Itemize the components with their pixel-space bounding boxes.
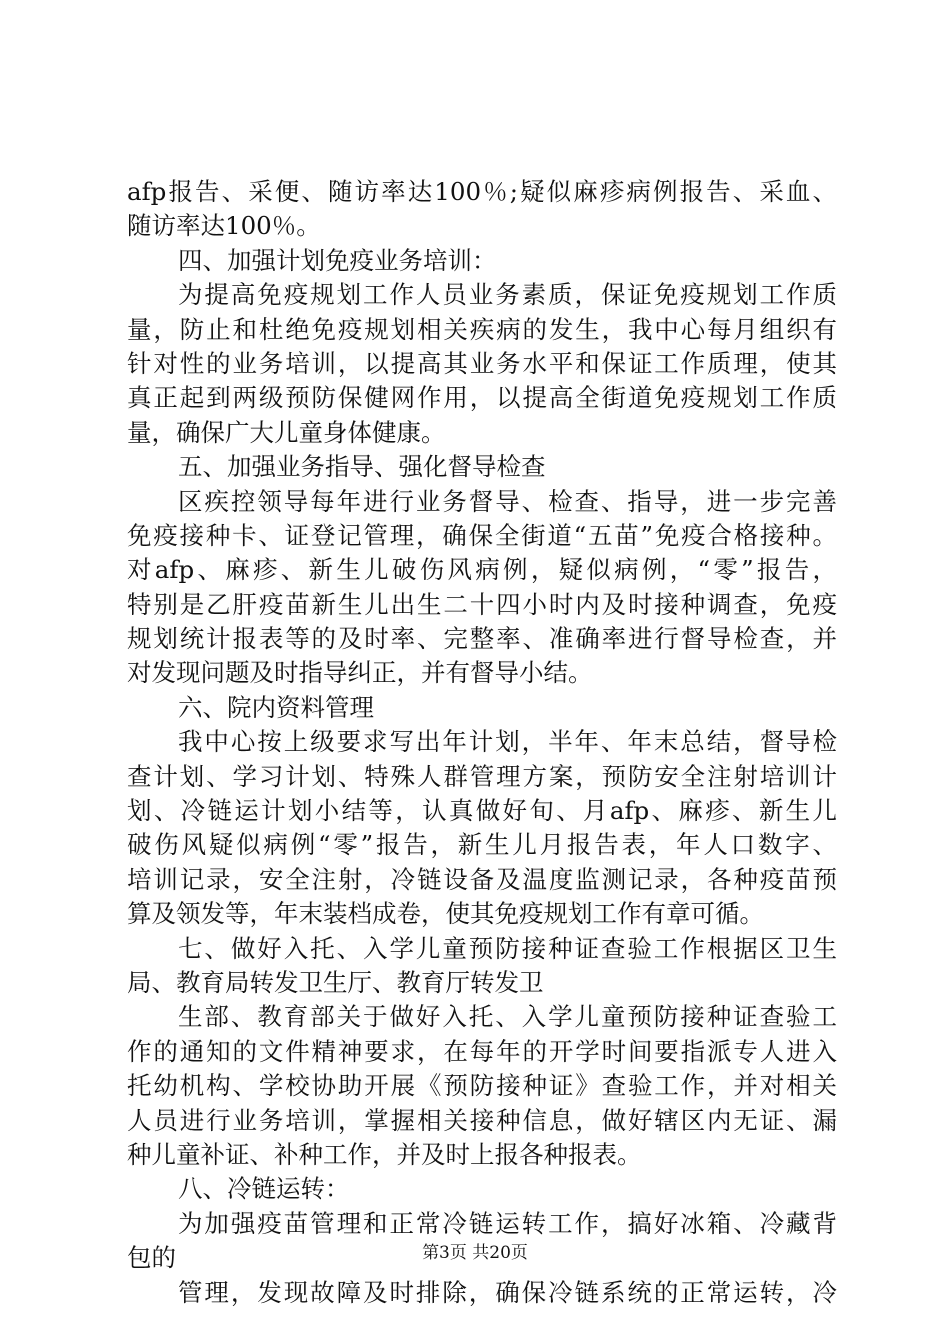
- text-line: 为加强疫苗管理和正常冷链运转工作，搞好冰箱、冷藏背: [178, 1208, 837, 1238]
- text-line: 量，确保广大儿童身体健康。: [127, 417, 446, 447]
- text-line: 随访率达100％。: [127, 211, 321, 241]
- document-body: [127, 175, 837, 1310]
- text-line: 培训记录，安全注射，冷链设备及温度监测记录，各种疫苗预: [127, 864, 837, 894]
- text-line: 为提高免疫规划工作人员业务素质，保证免疫规划工作质: [178, 280, 837, 310]
- text-line: 人员进行业务培训，掌握相关接种信息，做好辖区内无证、漏: [127, 1105, 837, 1135]
- text-line: 八、冷链运转：: [178, 1174, 350, 1204]
- text-line: 种儿童补证、补种工作，并及时上报各种报表。: [127, 1139, 642, 1169]
- text-line: 对发现问题及时指导纠正，并有督导小结。: [127, 658, 593, 688]
- text-line: 破伤风疑似病例“零”报告，新生儿月报告表，年人口数字、: [127, 830, 837, 860]
- text-line: 真正起到两级预防保健网作用，以提高全街道免疫规划工作质: [127, 383, 837, 413]
- text-line: 区疾控领导每年进行业务督导、检查、指导，进一步完善: [178, 486, 837, 516]
- text-line: 对afp、麻疹、新生儿破伤风病例，疑似病例，“零”报告，: [127, 555, 837, 585]
- text-line: 我中心按上级要求写出年计划，半年、年末总结，督导检: [178, 727, 837, 757]
- text-line: 算及领发等，年末装档成卷，使其免疫规划工作有章可循。: [127, 899, 764, 929]
- text-line: 包的: [127, 1243, 176, 1273]
- text-line: 管理，发现故障及时排除，确保冷链系统的正常运转，冷: [178, 1277, 837, 1307]
- text-line: 四、加强计划免疫业务培训：: [178, 245, 497, 275]
- text-line: 量，防止和杜绝免疫规划相关疾病的发生，我中心每月组织有: [127, 314, 837, 344]
- text-line: 七、做好入托、入学儿童预防接种证查验工作根据区卫生: [178, 933, 837, 963]
- text-line: 针对性的业务培训，以提高其业务水平和保证工作质理，使其: [127, 348, 837, 378]
- text-line: 作的通知的文件精神要求，在每年的开学时间要指派专人进入: [127, 1036, 837, 1066]
- text-line: afp报告、采便、随访率达100％;疑似麻疹病例报告、采血、: [127, 177, 837, 206]
- text-line: 规划统计报表等的及时率、完整率、准确率进行督导检查，并: [127, 624, 837, 654]
- text-line: 五、加强业务指导、强化督导检查: [178, 452, 546, 482]
- text-line: 生部、教育部关于做好入托、入学儿童预防接种证查验工: [178, 1002, 837, 1032]
- text-line: 划、冷链运计划小结等，认真做好旬、月afp、麻疹、新生儿: [127, 796, 837, 826]
- text-line: 免疫接种卡、证登记管理，确保全街道“五苗”免疫合格接种。: [127, 520, 837, 550]
- text-line: 查计划、学习计划、特殊人群管理方案，预防安全注射培训计: [127, 761, 837, 791]
- text-line: 托幼机构、学校协助开展《预防接种证》查验工作，并对相关: [127, 1071, 837, 1101]
- text-line: 特别是乙肝疫苗新生儿出生二十四小时内及时接种调查，免疫: [127, 589, 837, 619]
- page-number-footer: 第3页 共20页: [422, 1243, 528, 1263]
- text-line: 局、教育局转发卫生厅、教育厅转发卫: [127, 967, 544, 997]
- text-line: 六、院内资料管理: [178, 692, 374, 722]
